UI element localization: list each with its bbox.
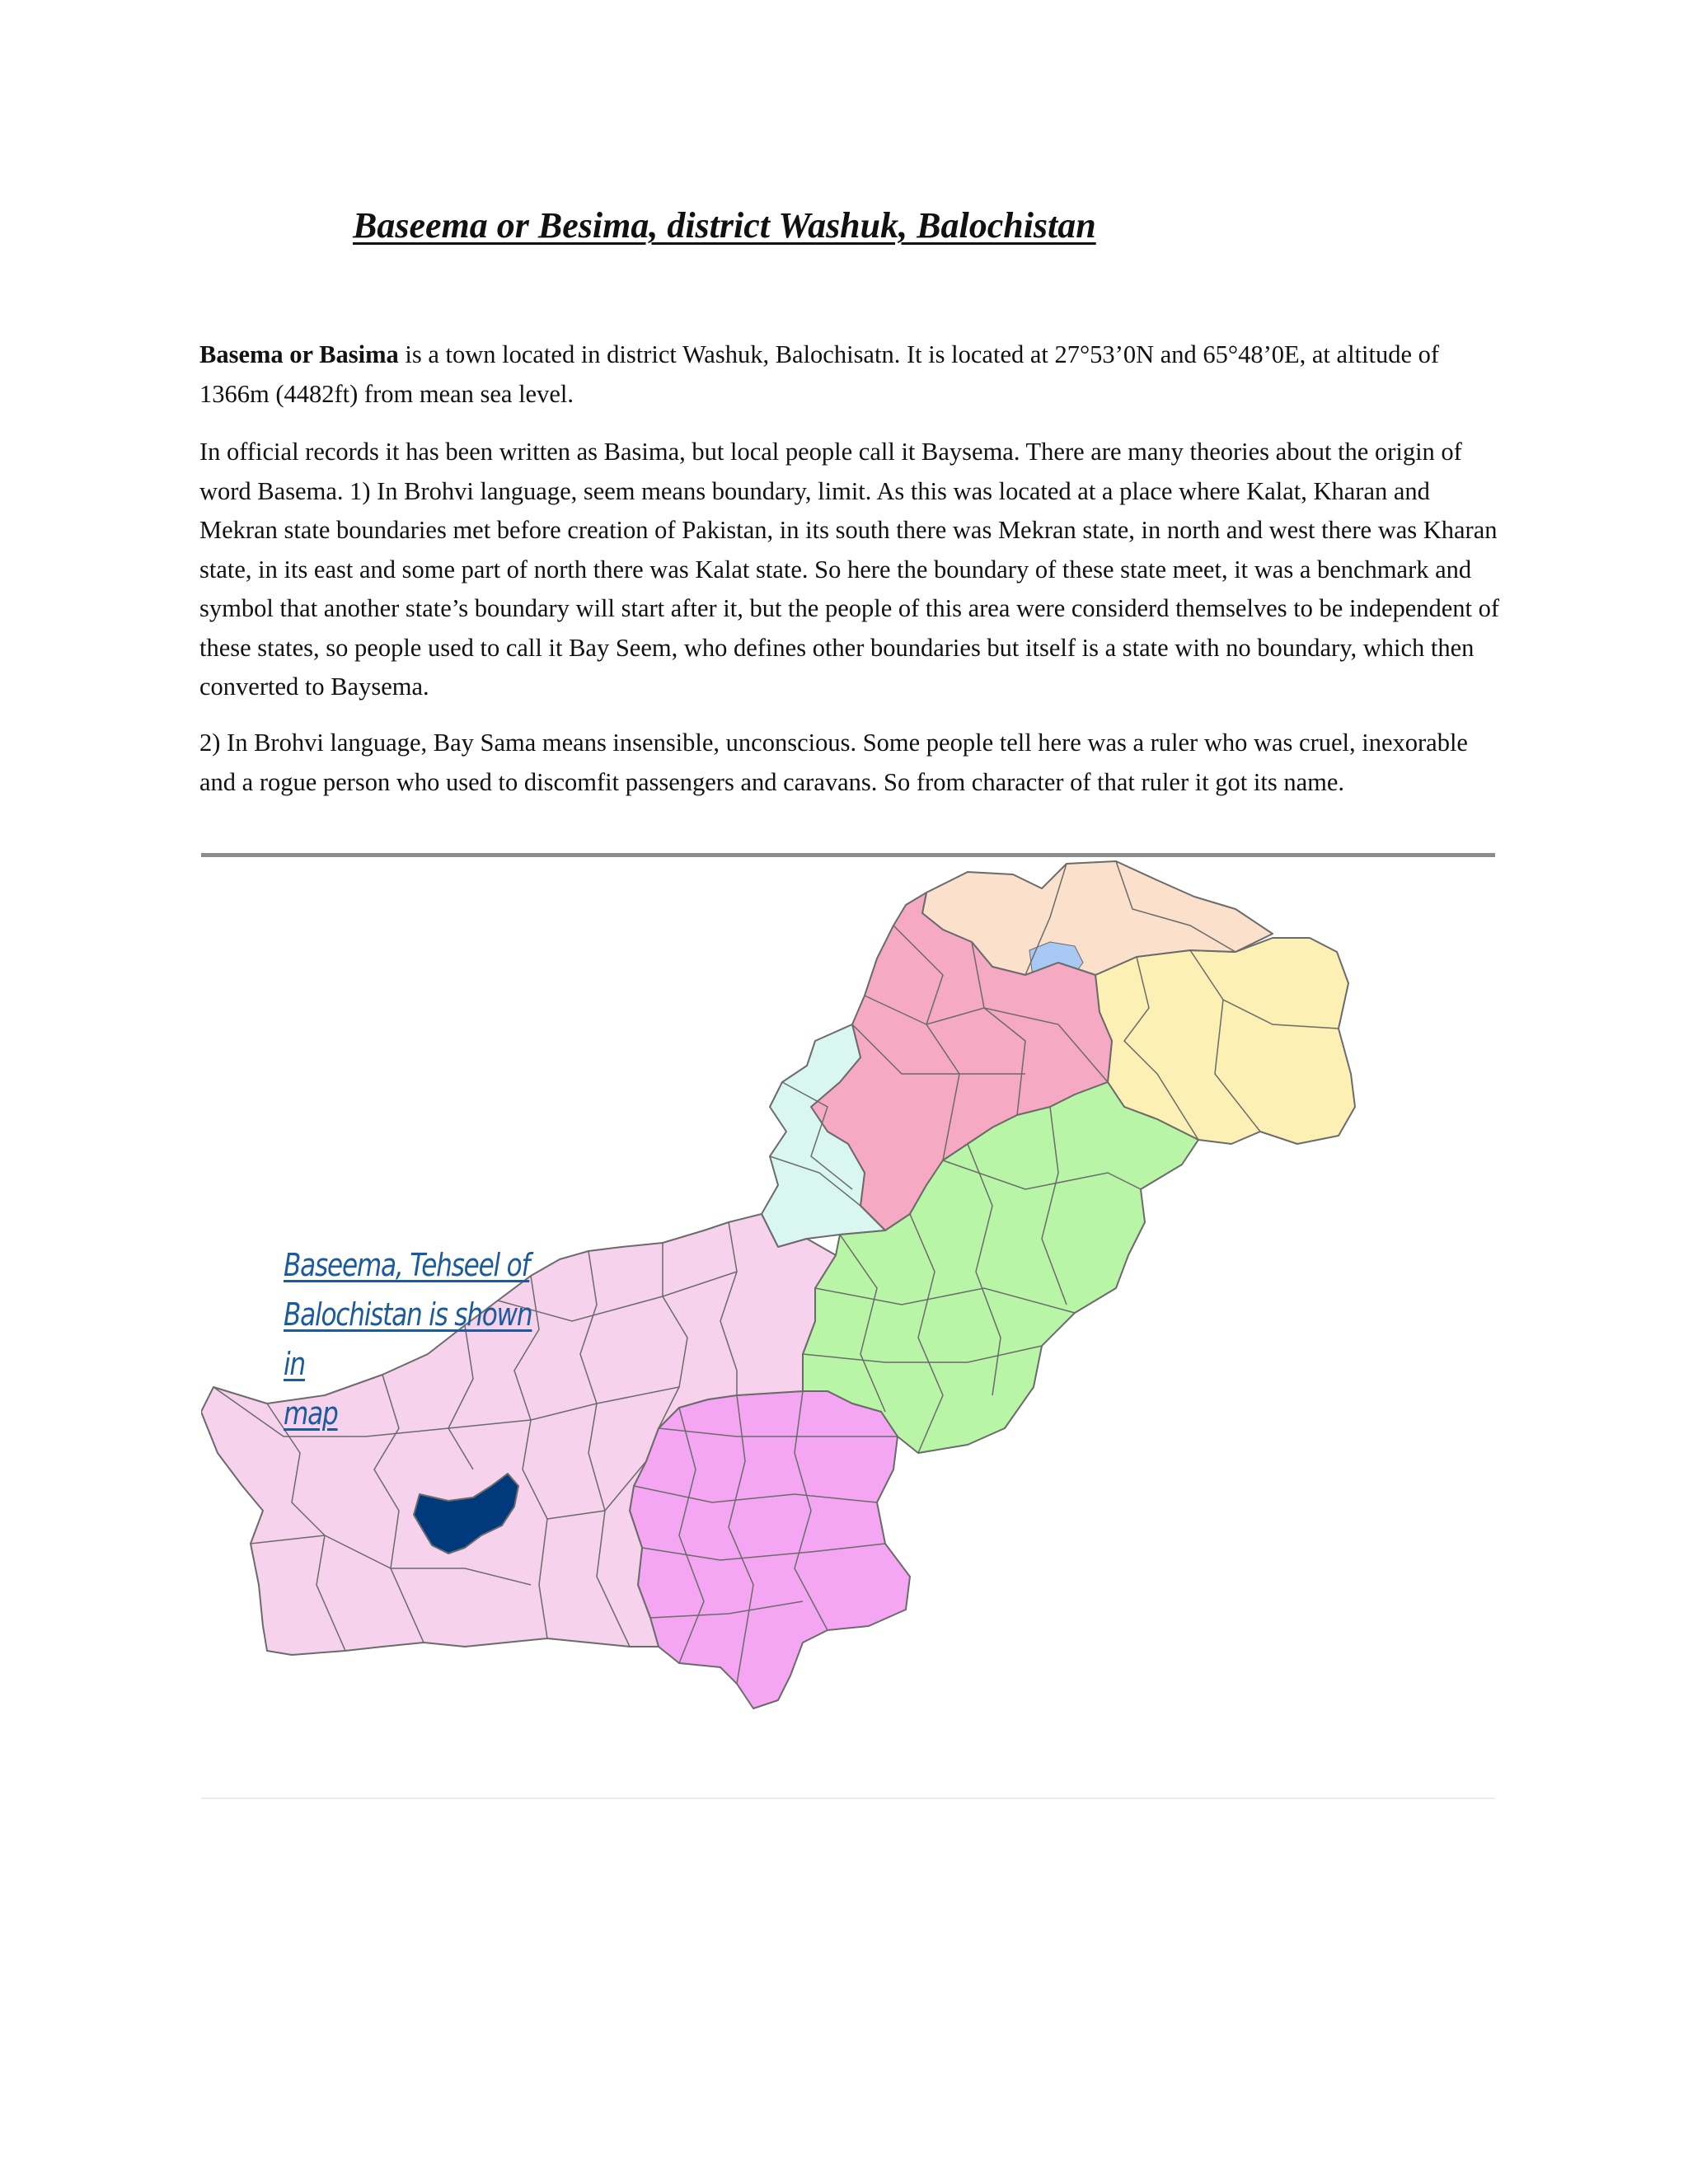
map-caption-line-1: Baseema, Tehseel of bbox=[284, 1247, 530, 1283]
origin-paragraph: In official records it has been written as Basima, but local people call it Baysema. There are many theories about the origin of word Basema. 1) In Brohvi language, seem means boundary, limit. As this was located at a place where Kalat, Kharan and Mekran state boundaries met before creation of Pakistan, in its south there was Mekran state, in north and west there was Kharan state, in its east and some part of north there was Kalat state. So here the boundary of these state meet, it was a benchmark and symbol that another state’s boundary will start after it, but the people of this area were considerd themselves to be independent of these states, so people used to call it Bay Seem, who defines other boundaries but itself is a state with no boundary, which then converted to Baysema. bbox=[199, 438, 1500, 701]
map-caption-line-3: map bbox=[284, 1395, 338, 1432]
intro-paragraph-text: is a town located in district Washuk, Balochisatn. It is located at 27°53’0N and 65°48’0E, at altitude of 1366m (4482ft) from mean sea level. bbox=[199, 340, 1440, 408]
map-region-sindh bbox=[630, 1391, 910, 1708]
intro-paragraph bbox=[199, 335, 1502, 414]
map-top-rule bbox=[201, 853, 1495, 857]
map-caption bbox=[284, 1240, 541, 1438]
map-caption-line-2: Balochistan is shown in bbox=[284, 1296, 532, 1382]
map-bottom-rule bbox=[201, 1797, 1495, 1799]
town-name-lead: Basema or Basima bbox=[199, 340, 399, 368]
pakistan-map-figure bbox=[201, 853, 1495, 1801]
second-theory-paragraph: 2) In Brohvi language, Bay Sama means insensible, unconscious. Some people tell here was a ruler who was cruel, inexorable and a rogue person who used to discomfit passengers and caravans. So from character of that ruler it got its name. bbox=[199, 729, 1468, 796]
page-title: Baseema or Besima, district Washuk, Balochistan bbox=[353, 205, 1096, 246]
